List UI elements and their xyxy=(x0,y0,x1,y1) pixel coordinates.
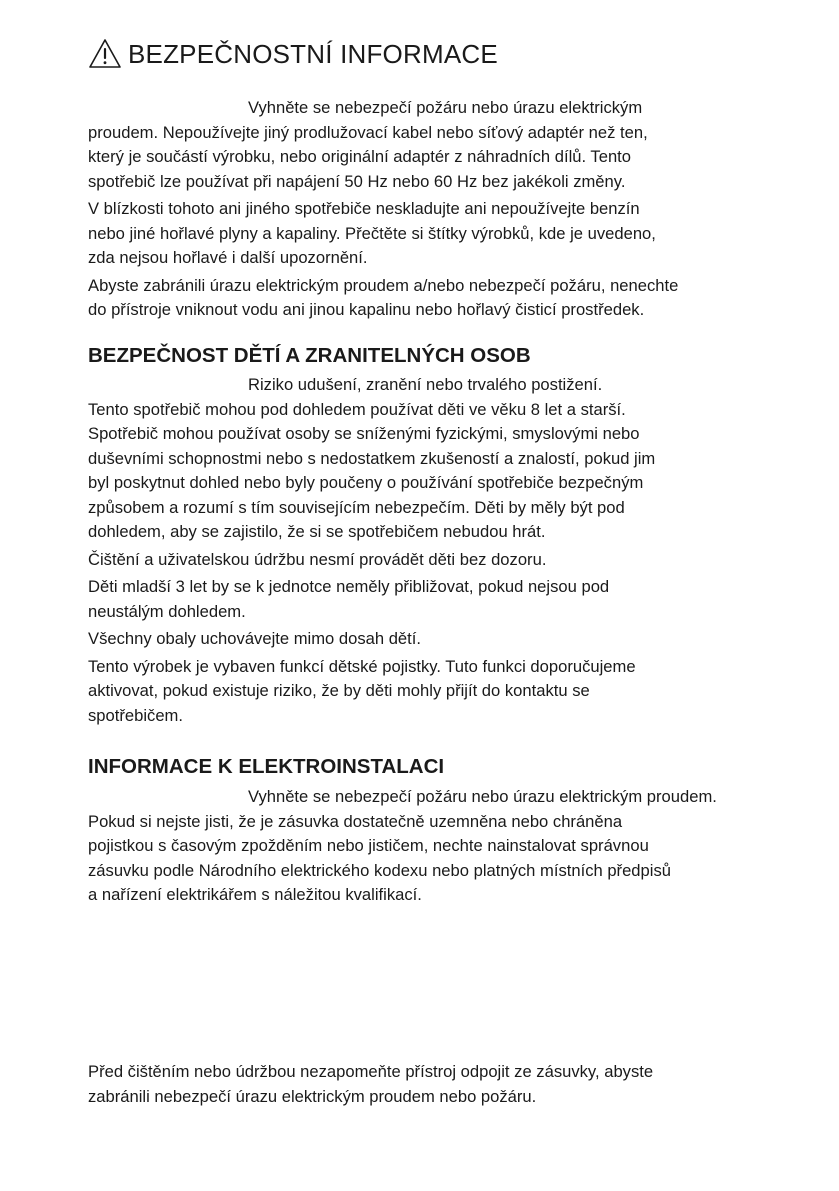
children-line-5: byl poskytnut dohled nebo byly poučeny o používání spotřebiče bezpečným xyxy=(88,473,644,492)
children-line-7: dohledem, aby se zajistilo, že si se spotřebičem nebudou hrát. xyxy=(88,522,546,541)
safety-section xyxy=(88,96,806,323)
safety-line-4: spotřebič lze používat při napájení 50 Hz nebo 60 Hz bez jakékoli změny. xyxy=(88,171,626,191)
children-line-8: Čištění a uživatelskou údržbu nesmí provádět děti bez dozoru. xyxy=(88,549,547,569)
children-section xyxy=(88,373,806,728)
electrical-section xyxy=(88,785,806,908)
safety-line-1: Vyhněte se nebezpečí požáru nebo úrazu elektrickým xyxy=(248,98,643,117)
safety-line-2: proudem. Nepoužívejte jiný prodlužovací kabel nebo síťový adaptér než ten, xyxy=(88,122,648,142)
safety-line-7: zda nejsou hořlavé i další upozornění. xyxy=(88,248,368,267)
electrical-heading: INFORMACE K ELEKTROINSTALACI xyxy=(88,755,445,778)
electrical-line-5: a nařízení elektrikářem s náležitou kvalifikací. xyxy=(88,885,422,904)
cleaning-line-2: zabránili nebezpečí úrazu elektrickým proudem nebo požáru. xyxy=(88,1086,537,1106)
children-line-9: Děti mladší 3 let by se k jednotce neměly přibližovat, pokud nejsou pod xyxy=(88,577,610,596)
children-line-12: Tento výrobek je vybaven funkcí dětské pojistky. Tuto funkci doporučujeme xyxy=(88,656,636,676)
page-title xyxy=(88,38,498,70)
page-title-text: BEZPEČNOSTNÍ INFORMACE xyxy=(128,38,498,69)
cleaning-section xyxy=(88,1060,806,1109)
safety-line-8: Abyste zabránili úrazu elektrickým proudem a/nebo nebezpečí požáru, nenechte xyxy=(88,275,679,295)
children-line-4: duševními schopnostmi nebo s nedostatkem zkušeností a znalostí, pokud jim xyxy=(88,448,656,468)
electrical-line-2: Pokud si nejste jisti, že je zásuvka dostatečně uzemněna nebo chráněna xyxy=(88,811,623,831)
children-line-1: Riziko udušení, zranění nebo trvalého postižení. xyxy=(248,375,603,394)
children-line-13: aktivovat, pokud existuje riziko, že by děti mohly přijít do kontaktu se xyxy=(88,681,590,700)
electrical-line-3: pojistkou s časovým zpožděním nebo jističem, nechte nainstalovat správnou xyxy=(88,836,649,855)
electrical-line-1: Vyhněte se nebezpečí požáru nebo úrazu elektrickým proudem. xyxy=(248,787,717,806)
children-line-11: Všechny obaly uchovávejte mimo dosah dětí. xyxy=(88,629,421,648)
children-line-6: způsobem a rozumí s tím souvisejícím nebezpečím. Děti by měly být pod xyxy=(88,497,625,517)
children-heading: BEZPEČNOST DĚTÍ A ZRANITELNÝCH OSOB xyxy=(88,344,531,367)
safety-line-5: V blízkosti tohoto ani jiného spotřebiče neskladujte ani nepoužívejte benzín xyxy=(88,199,640,218)
children-line-3: Spotřebič mohou používat osoby se sníženými fyzickými, smyslovými nebo xyxy=(88,424,640,443)
cleaning-line-1: Před čištěním nebo údržbou nezapomeňte přístroj odpojit ze zásuvky, abyste xyxy=(88,1062,654,1081)
safety-line-6: nebo jiné hořlavé plyny a kapaliny. Přečtěte si štítky výrobků, kde je uvedeno, xyxy=(88,223,656,243)
electrical-line-4: zásuvku podle Národního elektrického kodexu nebo platných místních předpisů xyxy=(88,860,671,880)
safety-line-3: který je součástí výrobku, nebo originální adaptér z náhradních dílů. Tento xyxy=(88,147,632,166)
warning-triangle-icon xyxy=(88,38,122,70)
children-line-2: Tento spotřebič mohou pod dohledem používat děti ve věku 8 let a starší. xyxy=(88,399,626,419)
safety-line-9: do přístroje vniknout vodu ani jinou kapalinu nebo hořlavý čisticí prostředek. xyxy=(88,300,645,319)
children-line-14: spotřebičem. xyxy=(88,705,183,725)
children-line-10: neustálým dohledem. xyxy=(88,601,246,621)
